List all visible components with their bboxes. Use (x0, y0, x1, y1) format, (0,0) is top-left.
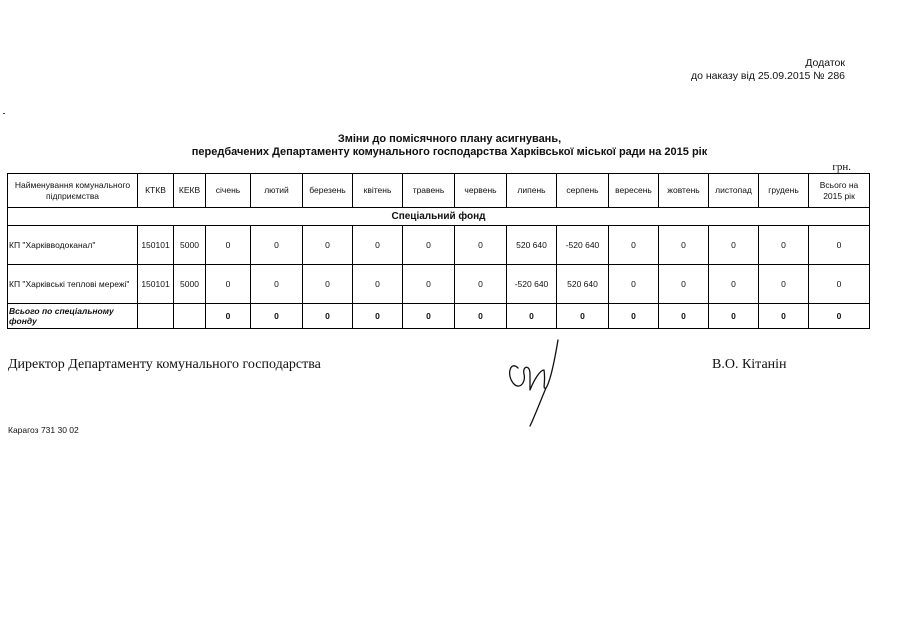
table-cell: 0 (403, 226, 455, 265)
column-header: грудень (759, 174, 809, 208)
table-cell: 0 (659, 304, 709, 329)
table-cell: 520 640 (507, 226, 557, 265)
total-row (8, 304, 870, 329)
table-cell: 0 (251, 226, 303, 265)
table-cell: 0 (759, 304, 809, 329)
table-cell: 0 (455, 304, 507, 329)
table-cell: 0 (557, 304, 609, 329)
column-header: травень (403, 174, 455, 208)
currency-unit: грн. (832, 161, 851, 173)
table-cell: 0 (809, 304, 870, 329)
table-cell: 0 (709, 265, 759, 304)
table-cell: 0 (206, 226, 251, 265)
table-cell: 0 (353, 226, 403, 265)
table-cell (138, 304, 174, 329)
table-cell: 520 640 (557, 265, 609, 304)
enterprise-name: КП "Харківські теплові мережі" (8, 265, 138, 304)
table-cell: 0 (759, 226, 809, 265)
table-cell: 0 (809, 265, 870, 304)
table-cell: 0 (507, 304, 557, 329)
director-position: Директор Департаменту комунального господарства (8, 357, 321, 372)
column-header: липень (507, 174, 557, 208)
column-header: березень (303, 174, 353, 208)
table-cell: 0 (403, 265, 455, 304)
column-header: вересень (609, 174, 659, 208)
fund-label: Спеціальний фонд (8, 208, 870, 226)
table-cell: 0 (251, 304, 303, 329)
title-line-2: передбачених Департаменту комунального господарства Харківської міської ради на 2015 рік (191, 146, 708, 158)
table-cell: 150101 (138, 226, 174, 265)
column-header: листопад (709, 174, 759, 208)
column-header: лютий (251, 174, 303, 208)
table-cell: 0 (403, 304, 455, 329)
appendix-line-2: до наказу від 25.09.2015 № 286 (690, 70, 845, 82)
table-cell: 0 (353, 304, 403, 329)
fund-section-row (8, 208, 870, 226)
column-header: КТКВ (138, 174, 174, 208)
total-label: Всього по спеціальному фонду (8, 304, 138, 329)
column-header: Всього на 2015 рік (809, 174, 870, 208)
signer-name: В.О. Кітанін (712, 357, 787, 372)
scan-mark (3, 113, 5, 114)
table-cell: 0 (759, 265, 809, 304)
handwritten-signature (500, 330, 570, 430)
table-cell: 0 (659, 226, 709, 265)
table-cell: 0 (206, 265, 251, 304)
budget-table (7, 173, 870, 329)
column-header: серпень (557, 174, 609, 208)
enterprise-name: КП "Харківводоканал" (8, 226, 138, 265)
table-cell: 0 (206, 304, 251, 329)
contact-info: Карагоз 731 30 02 (8, 425, 79, 435)
table-row (8, 265, 870, 304)
table-cell: 0 (609, 226, 659, 265)
table-cell: 0 (609, 304, 659, 329)
table-cell: 0 (251, 265, 303, 304)
title-line-1: Зміни до помісячного плану асигнувань, (337, 133, 562, 145)
table-cell: 0 (659, 265, 709, 304)
table-cell: 0 (353, 265, 403, 304)
table-cell: 5000 (174, 265, 206, 304)
table-cell: 0 (455, 226, 507, 265)
table-cell: -520 640 (507, 265, 557, 304)
table-cell: 0 (609, 265, 659, 304)
table-cell: 0 (709, 304, 759, 329)
table-cell: 0 (303, 226, 353, 265)
table-cell: 0 (303, 265, 353, 304)
column-header: жовтень (659, 174, 709, 208)
column-header: червень (455, 174, 507, 208)
table-cell: 5000 (174, 226, 206, 265)
column-header: січень (206, 174, 251, 208)
column-header: КЕКВ (174, 174, 206, 208)
table-cell: 150101 (138, 265, 174, 304)
table-header-row (8, 174, 870, 208)
appendix-line-1: Додаток (805, 57, 845, 69)
table-cell: 0 (455, 265, 507, 304)
appendix-note (691, 57, 845, 83)
document-title (0, 133, 899, 159)
table-row (8, 226, 870, 265)
table-cell: -520 640 (557, 226, 609, 265)
column-header: Найменування комунального підприємства (8, 174, 138, 208)
column-header: квітень (353, 174, 403, 208)
table-cell: 0 (809, 226, 870, 265)
table-cell: 0 (709, 226, 759, 265)
table-cell: 0 (303, 304, 353, 329)
table-cell (174, 304, 206, 329)
